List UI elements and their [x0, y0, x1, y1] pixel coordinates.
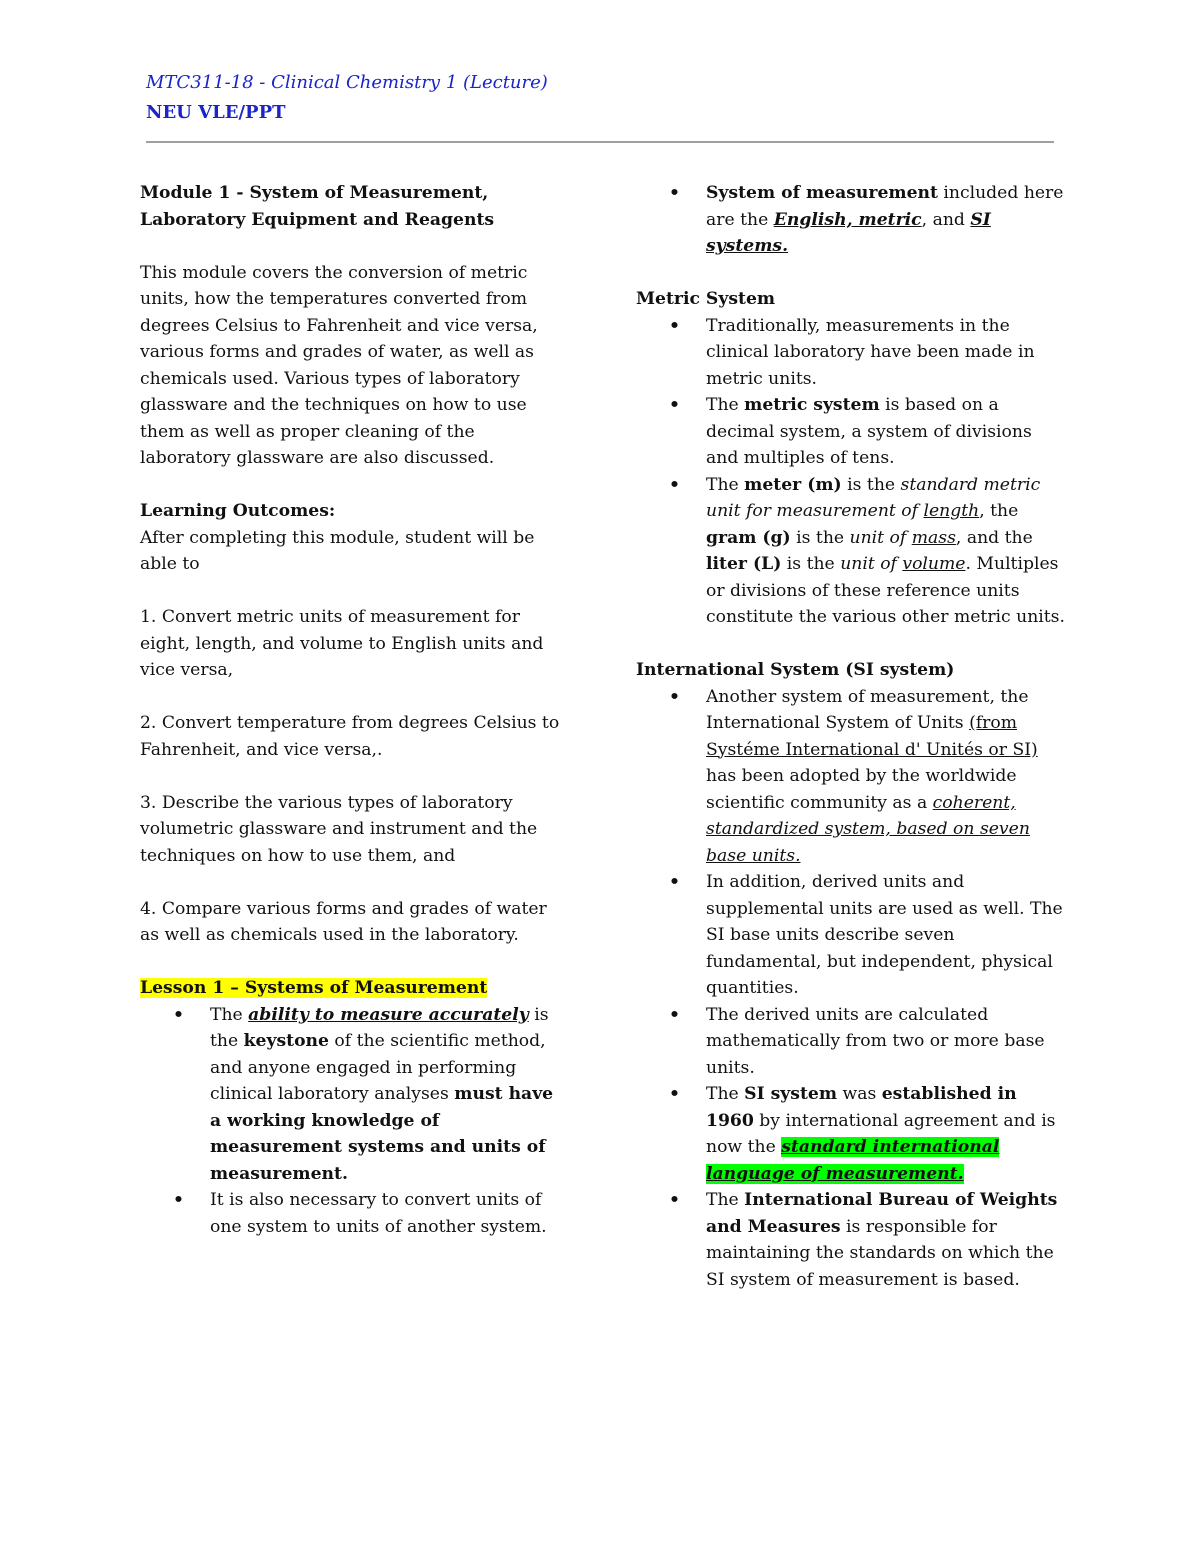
text-run: keystone	[243, 1031, 329, 1051]
text-run: is the	[781, 554, 841, 574]
si-bullet-list	[636, 684, 1068, 1294]
list-item: • In addition, derived units and supplemental units are used as well. The SI base units describe seven fundamental, but independent, physical quantities.	[636, 869, 1068, 1002]
list-item	[140, 1002, 570, 1188]
header-divider	[146, 141, 1054, 143]
text-run: coherent, standardized system, based on seven base units.	[706, 792, 1030, 866]
text-run: is the	[210, 1004, 549, 1051]
text-run: unit of	[840, 554, 903, 574]
outcome-1: 1. Convert metric units of measurement for eight, length, and volume to English units and vice versa,	[140, 607, 544, 680]
course-title: MTC311-18 - Clinical Chemistry 1 (Lecture)	[146, 72, 548, 93]
text-run: was	[837, 1084, 882, 1104]
text-run: , the	[979, 501, 1019, 521]
intro-bullet-list	[636, 180, 1068, 260]
learning-outcomes-intro: After completing this module, student will be able to	[140, 527, 535, 574]
text-run: . Multiples or divisions of these reference units constitute the various other metric units.	[706, 554, 1065, 627]
text-run: standard metric unit for measurement of	[706, 474, 1041, 521]
text-run: length	[923, 501, 980, 521]
right-column	[636, 180, 1068, 1293]
list-item	[636, 392, 1068, 472]
lesson-heading-text: Lesson 1 – Systems of Measurement	[140, 978, 488, 998]
text-run: Another system of measurement, the International System of Units	[706, 686, 1029, 733]
lesson-heading	[140, 975, 570, 1002]
si-system-heading: International System (SI system)	[636, 660, 955, 680]
text-run: liter (L)	[706, 554, 782, 574]
module-title-line-2: Laboratory Equipment and Reagents	[140, 209, 495, 230]
text-run: SI systems.	[706, 209, 991, 256]
text-run: standard international language of measurement.	[706, 1137, 1000, 1184]
text-run: is based on a decimal system, a system of divisions and multiples of tens.	[706, 395, 1032, 468]
metric-system-heading: Metric System	[636, 289, 776, 309]
lesson-bullet-list	[140, 1002, 570, 1241]
text-run: has been adopted by the worldwide scientific community as a	[706, 766, 1017, 813]
text-run: The	[706, 474, 745, 495]
text-run: The	[210, 1004, 249, 1025]
text-run: meter (m)	[744, 474, 842, 495]
outcome-3: 3. Describe the various types of laboratory volumetric glassware and instrument and the techniques on how to use them, and	[140, 792, 538, 866]
outcome-4: 4. Compare various forms and grades of water as well as chemicals used in the laboratory.	[140, 898, 547, 945]
text-run: unit of	[849, 527, 912, 548]
text-run: included here are the	[706, 183, 1064, 230]
text-run: The	[706, 1190, 745, 1210]
list-item	[636, 1081, 1068, 1187]
text-run: by international agreement and is now the	[706, 1110, 1056, 1157]
text-run: gram (g)	[706, 527, 791, 548]
learning-outcomes-heading: Learning Outcomes:	[140, 501, 336, 521]
text-run: is the	[841, 474, 901, 495]
text-run: The	[706, 1084, 745, 1104]
text-run: The	[706, 395, 745, 415]
text-run: (from Systéme International d' Unités or SI)	[706, 713, 1038, 760]
list-item	[636, 180, 1068, 260]
page-header	[146, 70, 548, 126]
text-run: English, metric	[773, 209, 922, 230]
text-run: mass	[911, 527, 956, 548]
text-run: is the	[790, 527, 850, 548]
left-column	[140, 180, 570, 1240]
text-run: International Bureau of Weights and Measures	[706, 1190, 1058, 1237]
metric-bullet-list	[636, 313, 1068, 631]
list-item: • Traditionally, measurements in the clinical laboratory have been made in metric units.	[636, 313, 1068, 393]
module-intro: This module covers the conversion of metric units, how the temperatures converted from degrees Celsius to Fahrenheit and vice versa, various forms and grades of water, as well as chemicals used. Various types of laboratory glassware and the techniques on how to use them as well as proper cleaning of the laboratory glassware are also discussed.	[140, 262, 538, 468]
list-item	[636, 684, 1068, 870]
list-item: • It is also necessary to convert units of one system to units of another system.	[140, 1187, 570, 1240]
source-label: NEU VLE/PPT	[146, 102, 286, 123]
text-run: metric system	[744, 395, 880, 415]
text-run: System of measurement	[706, 183, 938, 203]
text-run: , and	[921, 209, 971, 230]
text-run: ability to measure accurately	[248, 1004, 529, 1025]
text-run: of the scientific method, and anyone engaged in performing clinical laboratory analyses	[210, 1031, 546, 1104]
text-run: , and the	[955, 527, 1033, 548]
text-run: established in 1960	[706, 1084, 1017, 1131]
module-title-line-1: Module 1 - System of Measurement,	[140, 183, 489, 203]
text-run: is responsible for maintaining the standards on which the SI system of measurement is based.	[706, 1216, 1054, 1290]
text-run: volume	[902, 554, 966, 574]
list-item: • The derived units are calculated mathematically from two or more base units.	[636, 1002, 1068, 1082]
list-item	[636, 1187, 1068, 1293]
text-run: must have a working knowledge of measurement systems and units of measurement.	[210, 1084, 554, 1184]
outcome-2: 2. Convert temperature from degrees Celsius to Fahrenheit, and vice versa,.	[140, 713, 560, 760]
list-item	[636, 472, 1068, 631]
text-run: SI system	[744, 1084, 838, 1104]
